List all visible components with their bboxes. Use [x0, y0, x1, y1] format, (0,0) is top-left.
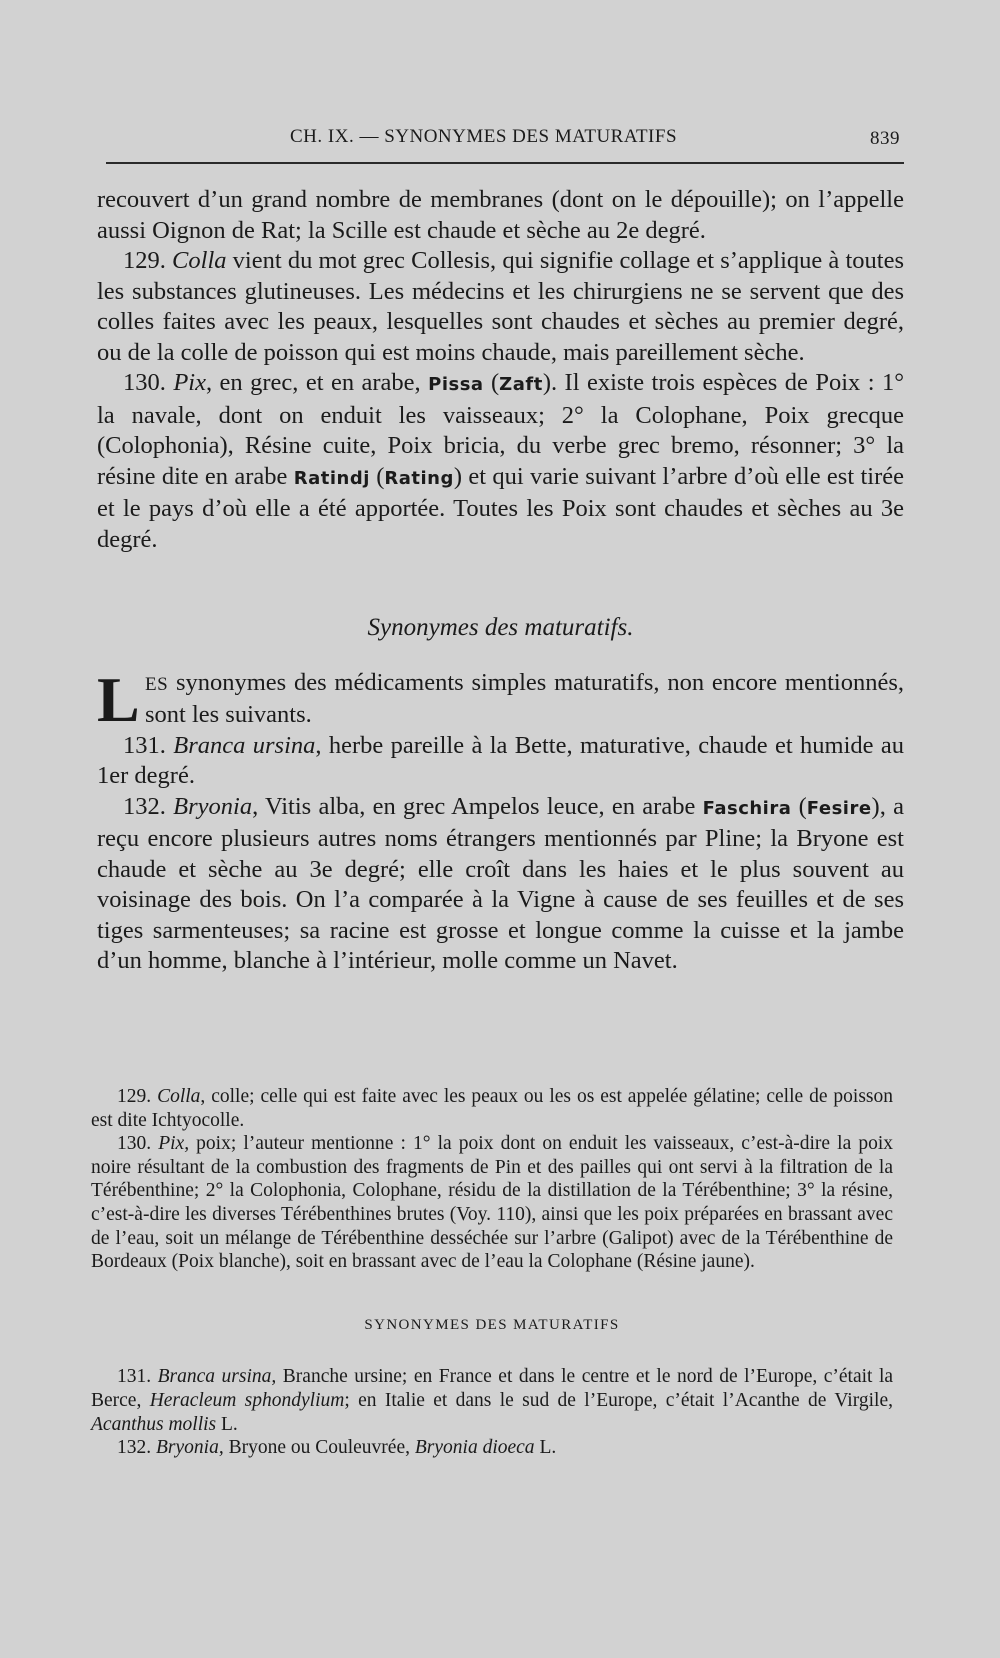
latin-name: Heracleum sphondylium: [149, 1389, 345, 1411]
entry-text: , Vitis alba, en grec Ampelos leuce, en arabe: [252, 792, 703, 820]
arabic-name: Faschira: [702, 797, 792, 819]
note-term: Colla: [157, 1086, 201, 1107]
note-text: , colle; celle qui est faite avec les peaux ou les os est appelée gélatine; celle de poisson est dite Ichtyocolle.: [91, 1086, 894, 1131]
entry-number: 132.: [123, 792, 166, 820]
chapter-title: CH. IX. — SYNONYMES DES MATURATIFS: [290, 126, 678, 147]
small-caps: ES: [145, 673, 169, 695]
paragraph-continued: recouvert d’un grand nombre de membranes (dont on le dépouille); on l’appelle aussi Oignon de Rat; la Scille est chaude et sèche au 2e degré.: [97, 186, 904, 244]
note-term: Branca ursina,: [157, 1366, 277, 1388]
intro-paragraph: [97, 663, 904, 735]
entry-number: 129.: [123, 247, 166, 274]
latin-name: Acanthus mollis: [91, 1413, 217, 1435]
entry-text: (: [791, 792, 807, 820]
entry-term: Colla: [172, 247, 227, 274]
latin-name: Bryonia dioeca: [414, 1437, 535, 1459]
note-text: L.: [534, 1437, 557, 1459]
entry-text: ), a reçu encore plusieurs autres noms étrangers mentionnés par Pline; la Bryone est chaude et sèche au 3e degré; elle croît dans les haies et le plus souvent au voisinage des bois. On l’a comparée à la Vigne à cause de ses feuilles et de ses tiges sarmenteuses; sa racine est grosse et longue comme la cuisse et la jambe d’un homme, blanche à l’intérieur, molle comme un Navet.: [97, 792, 904, 974]
entry-text: (: [369, 462, 385, 490]
entry-number: 131.: [123, 731, 166, 759]
note-text: ; en Italie et dans le sud de l’Europe, c’était l’Acanthe de Virgile,: [344, 1389, 893, 1411]
note-number: 132.: [117, 1437, 152, 1459]
note-number: 129.: [117, 1086, 152, 1107]
entry-number: 130.: [123, 369, 166, 396]
entry-text: , en grec, et en arabe,: [205, 369, 429, 396]
drop-cap: L: [97, 663, 140, 735]
intro-text: synonymes des médicaments simples maturatifs, non encore mentionnés, sont les suivants.: [145, 668, 904, 728]
arabic-name: Pissa: [428, 374, 484, 395]
entry-text: ). Il existe trois espèces de Poix : 1° la navale, dont on enduit les vaisseaux; 2° la Colophane, Poix grecque (Colophonia), Résine cuite, Poix bricia, du verbe grec bremo, résonner; 3° la résine dite en arabe: [97, 369, 905, 490]
arabic-name: Rating: [384, 467, 454, 489]
note-text: Branche ursine; en France et dans le centre et le nord de l’Europe, c’était la Berce,: [91, 1366, 894, 1411]
section-heading: Synonymes des maturatifs.: [367, 614, 634, 641]
note-number: 131.: [117, 1366, 152, 1388]
note-number: 130.: [117, 1133, 152, 1155]
note-132: [91, 1436, 893, 1460]
note-term: Pix,: [158, 1133, 190, 1155]
arabic-name: Zaft: [499, 374, 543, 395]
note-term: Bryonia,: [156, 1437, 224, 1459]
note-130: [91, 1132, 893, 1274]
note-text: Bryone ou Couleuvrée,: [223, 1437, 415, 1459]
main-text: [97, 185, 904, 977]
entry-131: [97, 731, 904, 792]
note-131: [91, 1365, 893, 1436]
note-129: [91, 1085, 893, 1132]
notes-section-heading: SYNONYMES DES MATURATIFS: [364, 1316, 620, 1333]
footnotes: [91, 1085, 893, 1460]
running-header: [100, 118, 900, 158]
entry-term: Pix: [173, 369, 206, 396]
entry-text: (: [483, 369, 500, 396]
entry-text: ) et qui varie suivant l’arbre d’où elle est tirée et le pays d’où elle a été apportée. Toutes les Poix sont chaudes et sèches au 3e degré.: [97, 462, 904, 553]
entry-132: [97, 792, 904, 977]
entry-text: vient du mot grec Collesis, qui signifie collage et s’applique à toutes les substances glutineuses. Les médecins et les chirurgiens ne se servent que des colles faites avec les peaux, lesquelles sont chaudes et sèches au premier degré, ou de la colle de poisson qui est moins chaude, mais pareillement sèche.: [97, 247, 904, 366]
page-number: 839: [870, 128, 900, 149]
header-rule: [106, 162, 904, 164]
entry-130: [97, 368, 904, 555]
note-text: L.: [216, 1413, 238, 1435]
entry-term: Bryonia: [173, 792, 253, 820]
arabic-name: Fesire: [806, 797, 872, 819]
entry-129: [97, 246, 904, 368]
arabic-name: Ratindj: [293, 467, 370, 489]
entry-term: Branca ursina: [173, 731, 316, 759]
entry-text: , herbe pareille à la Bette, maturative, chaude et humide au 1er degré.: [97, 731, 905, 789]
note-text: poix; l’auteur mentionne : 1° la poix dont on enduit les vaisseaux, c’est-à-dire la poix noire résultant de la combustion des fragments de Pin et des pailles qui ont servi à la filtration de la Térébenthine; 2° la Colophonia, Colophane, résidu de la distillation de la Térébenthine; 3° la résine, c’est-à-dire les diverses Térébenthines brutes (Voy. 110), ainsi que les poix préparées en brassant avec de l’eau, soit un mélange de Térébenthine desséchée sur l’arbre (Galipot) avec de la Térébenthine de Bordeaux (Poix blanche), soit en brassant avec de l’eau la Colophane (Résine jaune).: [91, 1133, 893, 1273]
